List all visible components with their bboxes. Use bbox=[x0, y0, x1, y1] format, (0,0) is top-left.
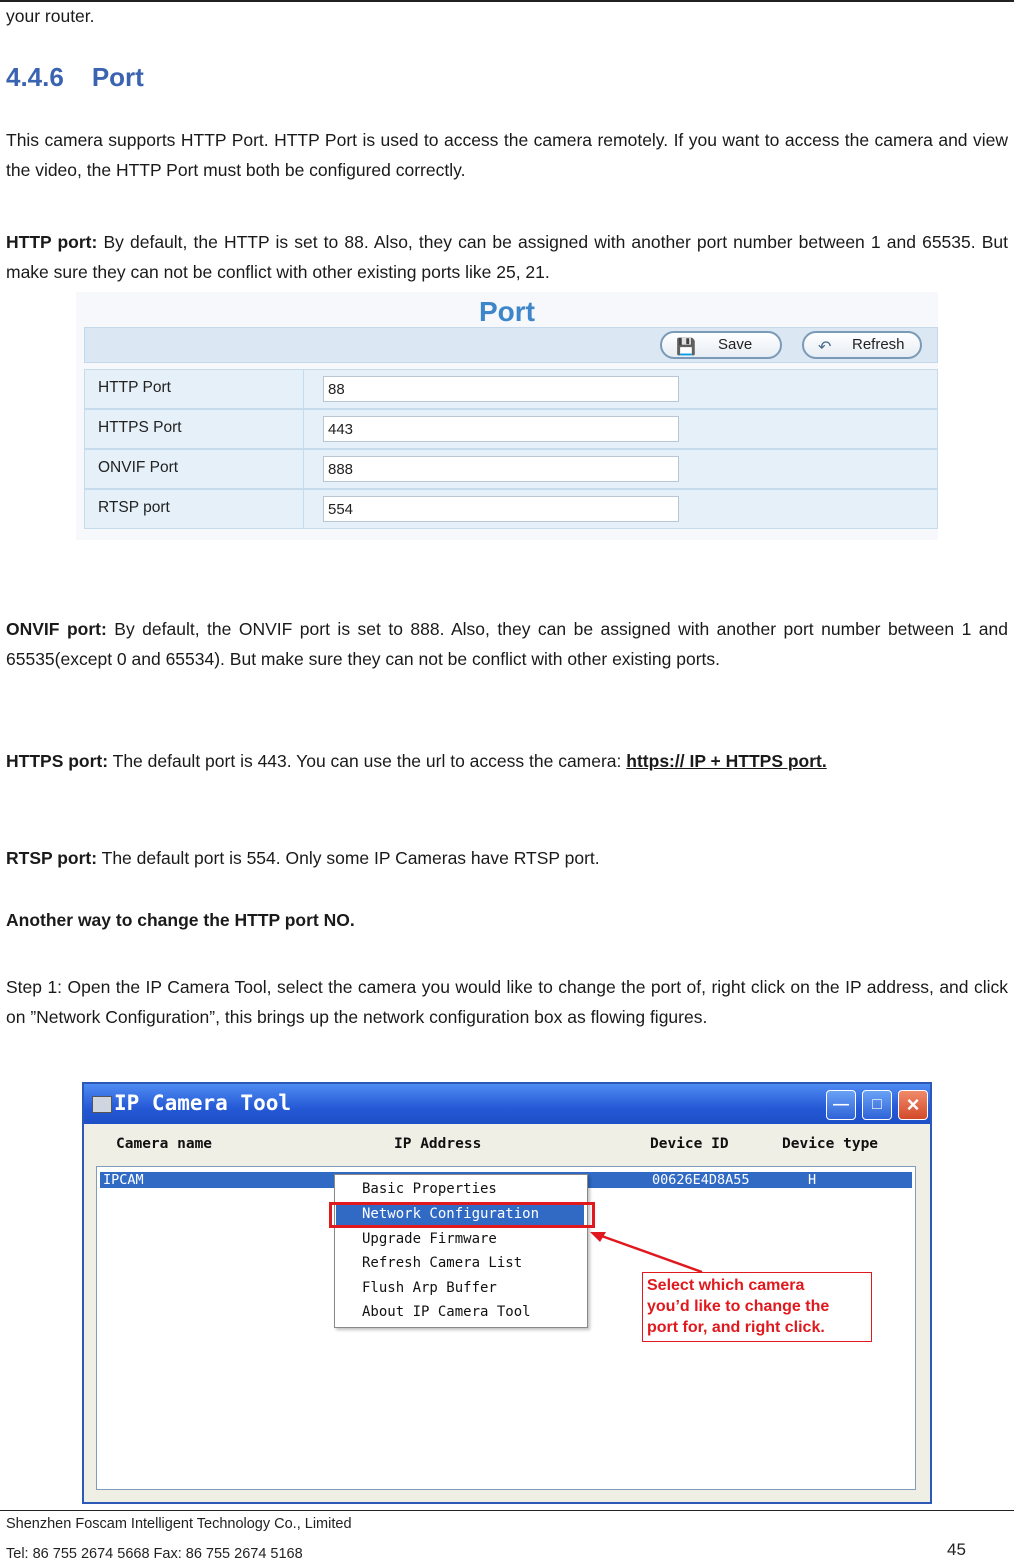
column-ip-address[interactable]: IP Address bbox=[394, 1136, 482, 1152]
lead-text: your router. bbox=[6, 6, 95, 26]
column-device-type[interactable]: Device type bbox=[782, 1136, 879, 1152]
onvif-port-paragraph bbox=[6, 614, 1008, 674]
refresh-label: Refresh bbox=[852, 336, 905, 353]
device-type-cell: H bbox=[808, 1172, 817, 1188]
footer-company: Shenzhen Foscam Intelligent Technology Co., Limited bbox=[6, 1516, 352, 1532]
callout-box bbox=[642, 1272, 872, 1342]
callout-line: port for, and right click. bbox=[647, 1319, 825, 1336]
menu-item-label: Network Configuration bbox=[362, 1206, 540, 1222]
rtsp-port-row-label: RTSP port bbox=[98, 499, 170, 516]
rtsp-port-row bbox=[84, 489, 938, 529]
row-divider bbox=[303, 490, 304, 528]
camera-name-cell: IPCAM bbox=[103, 1172, 144, 1188]
onvif-port-text: By default, the ONVIF port is set to 888. Also, they can be assigned with another port number between 1 and 65535(except 0 and 65534). But make sure they can not be conflict with other existing ports. bbox=[6, 619, 1008, 669]
http-port-input[interactable] bbox=[323, 376, 679, 402]
device-id-cell: 00626E4D8A55 bbox=[652, 1172, 750, 1188]
https-port-text: The default port is 443. You can use the url to access the camera: bbox=[108, 751, 627, 771]
row-divider bbox=[303, 410, 304, 448]
save-button[interactable] bbox=[660, 331, 782, 359]
onvif-port-label: ONVIF port: bbox=[6, 619, 107, 639]
https-port-label: HTTPS port: bbox=[6, 751, 109, 771]
rtsp-port-label: RTSP port: bbox=[6, 848, 98, 868]
https-port-input[interactable] bbox=[323, 416, 679, 442]
http-port-row bbox=[84, 369, 938, 409]
save-label: Save bbox=[718, 336, 753, 353]
http-port-paragraph bbox=[6, 227, 1008, 287]
ip-camera-tool-window bbox=[82, 1082, 932, 1504]
maximize-icon[interactable]: □ bbox=[862, 1090, 892, 1120]
http-port-row-label: HTTP Port bbox=[98, 379, 171, 396]
window-title: IP Camera Tool bbox=[114, 1091, 292, 1115]
section-heading bbox=[6, 62, 144, 93]
menu-item-label: Flush Arp Buffer bbox=[362, 1280, 497, 1296]
http-port-text: By default, the HTTP is set to 88. Also, they can be assigned with another port number between 1 and 65535. But make sure they can not be conflict with other existing ports like 25, 21. bbox=[6, 232, 1008, 282]
minimize-icon[interactable]: — bbox=[826, 1090, 856, 1120]
callout-line: Select which camera bbox=[647, 1277, 805, 1294]
port-panel-title: Port bbox=[479, 296, 535, 327]
rtsp-port-text: The default port is 554. Only some IP Cameras have RTSP port. bbox=[97, 848, 600, 868]
https-port-row bbox=[84, 409, 938, 449]
onvif-port-input[interactable] bbox=[323, 456, 679, 482]
menu-item-label: About IP Camera Tool bbox=[362, 1304, 531, 1320]
menu-item-label: Upgrade Firmware bbox=[362, 1231, 497, 1247]
refresh-icon: ↶ bbox=[818, 339, 832, 356]
menu-item-label: Basic Properties bbox=[362, 1181, 497, 1197]
column-camera-name[interactable]: Camera name bbox=[116, 1136, 213, 1152]
row-divider bbox=[303, 370, 304, 408]
save-icon: 💾 bbox=[676, 339, 696, 356]
https-port-row-label: HTTPS Port bbox=[98, 419, 182, 436]
footer-contact: Tel: 86 755 2674 5668 Fax: 86 755 2674 5168 bbox=[6, 1546, 303, 1562]
https-url-link[interactable]: https:// IP + HTTPS port. bbox=[626, 751, 827, 771]
top-rule bbox=[0, 0, 1014, 2]
column-device-id[interactable]: Device ID bbox=[650, 1136, 729, 1152]
intro-paragraph: This camera supports HTTP Port. HTTP Port is used to access the camera remotely. If you want to access the camera and view the video, the HTTP Port must both be configured correctly. bbox=[6, 130, 1008, 180]
page-number: 45 bbox=[947, 1540, 966, 1559]
another-way-heading bbox=[6, 905, 1008, 935]
rtsp-port-input[interactable] bbox=[323, 496, 679, 522]
menu-item-label: Refresh Camera List bbox=[362, 1255, 523, 1271]
section-title: Port bbox=[91, 62, 144, 92]
section-number: 4.4.6 bbox=[6, 62, 64, 92]
https-port-paragraph bbox=[6, 746, 1008, 776]
onvif-port-row-label: ONVIF Port bbox=[98, 459, 179, 476]
refresh-button[interactable] bbox=[802, 331, 922, 359]
row-divider bbox=[303, 450, 304, 488]
callout-line: you’d like to change the bbox=[647, 1298, 830, 1315]
onvif-port-row bbox=[84, 449, 938, 489]
step1-paragraph: Step 1: Open the IP Camera Tool, select the camera you would like to change the port of, right click on the IP address, and click on ”Network Configuration”, this brings up the network configuration box as flowing figures. bbox=[6, 977, 1008, 1027]
close-icon[interactable]: × bbox=[898, 1090, 928, 1120]
footer-rule bbox=[0, 1510, 1014, 1511]
rtsp-port-paragraph bbox=[6, 843, 1008, 873]
http-port-label: HTTP port: bbox=[6, 232, 98, 252]
another-way-text: Another way to change the HTTP port NO. bbox=[6, 910, 355, 930]
